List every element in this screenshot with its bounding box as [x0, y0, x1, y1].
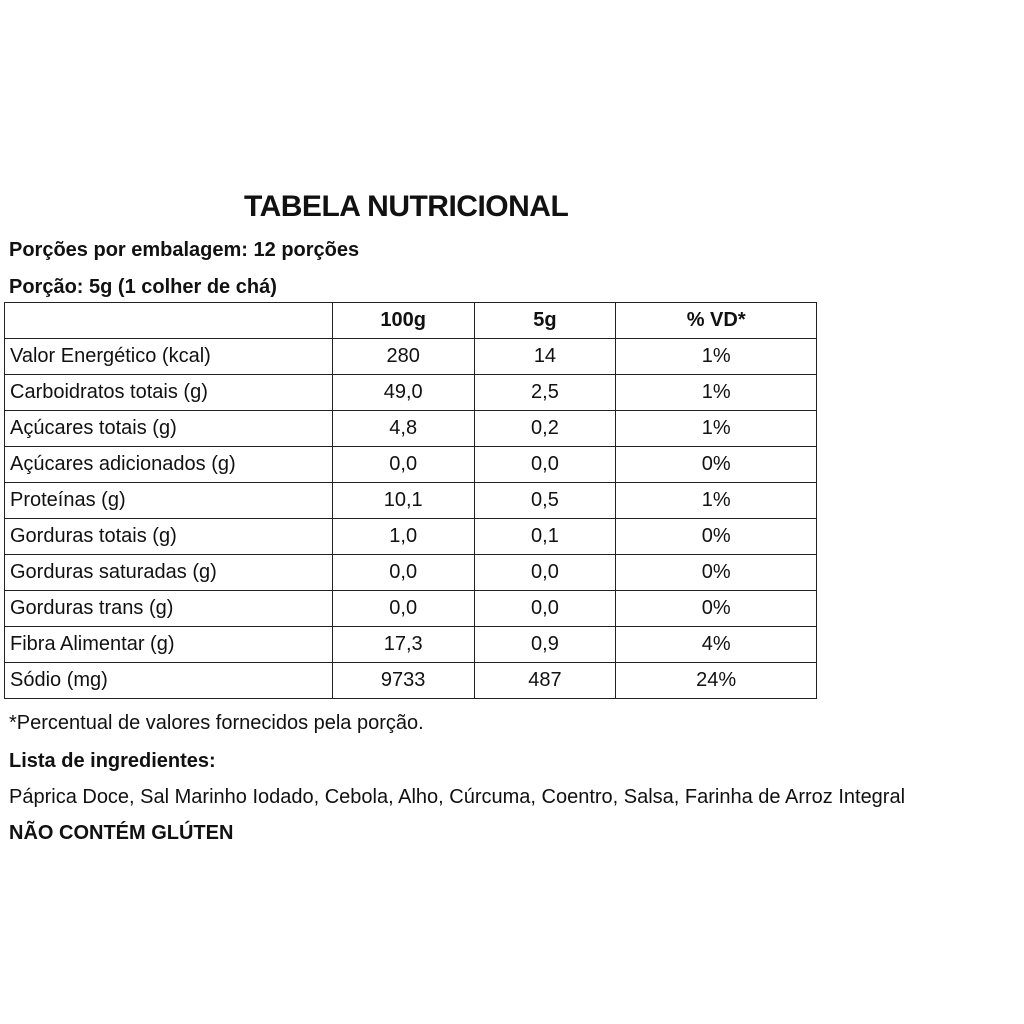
value-vd: 0% [616, 591, 817, 627]
value-5g: 0,2 [474, 411, 616, 447]
value-5g: 0,0 [474, 555, 616, 591]
table-row [5, 555, 817, 591]
nutrient-label: Açúcares adicionados (g) [5, 447, 333, 483]
value-5g: 2,5 [474, 375, 616, 411]
value-vd: 1% [616, 411, 817, 447]
value-100g: 10,1 [332, 483, 474, 519]
table-row [5, 339, 817, 375]
page-title: TABELA NUTRICIONAL [244, 190, 569, 223]
nutrient-label: Sódio (mg) [5, 663, 333, 699]
header-nutrient [5, 303, 333, 339]
value-5g: 487 [474, 663, 616, 699]
value-vd: 1% [616, 339, 817, 375]
value-vd: 24% [616, 663, 817, 699]
value-vd: 0% [616, 555, 817, 591]
value-vd: 1% [616, 483, 817, 519]
value-vd: 1% [616, 375, 817, 411]
value-5g: 0,0 [474, 591, 616, 627]
value-100g: 280 [332, 339, 474, 375]
value-100g: 17,3 [332, 627, 474, 663]
header-vd: % VD* [616, 303, 817, 339]
nutrient-label: Valor Energético (kcal) [5, 339, 333, 375]
table-row [5, 411, 817, 447]
value-100g: 1,0 [332, 519, 474, 555]
portion-size: Porção: 5g (1 colher de chá) [9, 276, 277, 298]
table-row [5, 447, 817, 483]
value-5g: 0,0 [474, 447, 616, 483]
ingredients-heading: Lista de ingredientes: [9, 750, 216, 772]
nutrient-label: Proteínas (g) [5, 483, 333, 519]
header-100g: 100g [332, 303, 474, 339]
table-row [5, 483, 817, 519]
value-5g: 0,5 [474, 483, 616, 519]
table-header-row [5, 303, 817, 339]
value-100g: 4,8 [332, 411, 474, 447]
table-row [5, 663, 817, 699]
ingredients-list: Páprica Doce, Sal Marinho Iodado, Cebola, Alho, Cúrcuma, Coentro, Salsa, Farinha de Arroz Integral [9, 786, 906, 808]
table-row [5, 627, 817, 663]
nutrient-label: Gorduras trans (g) [5, 591, 333, 627]
value-100g: 9733 [332, 663, 474, 699]
value-100g: 0,0 [332, 555, 474, 591]
nutrient-label: Gorduras saturadas (g) [5, 555, 333, 591]
value-5g: 0,1 [474, 519, 616, 555]
servings-per-package: Porções por embalagem: 12 porções [9, 239, 360, 261]
nutrient-label: Carboidratos totais (g) [5, 375, 333, 411]
nutrition-table [4, 302, 817, 699]
value-5g: 14 [474, 339, 616, 375]
header-5g: 5g [474, 303, 616, 339]
value-vd: 4% [616, 627, 817, 663]
table-row [5, 519, 817, 555]
value-5g: 0,9 [474, 627, 616, 663]
value-100g: 0,0 [332, 447, 474, 483]
nutrient-label: Gorduras totais (g) [5, 519, 333, 555]
gluten-notice: NÃO CONTÉM GLÚTEN [9, 822, 234, 844]
value-100g: 49,0 [332, 375, 474, 411]
value-vd: 0% [616, 447, 817, 483]
nutrient-label: Fibra Alimentar (g) [5, 627, 333, 663]
value-100g: 0,0 [332, 591, 474, 627]
table-row [5, 375, 817, 411]
vd-footnote: *Percentual de valores fornecidos pela porção. [9, 712, 424, 734]
table-row [5, 591, 817, 627]
value-vd: 0% [616, 519, 817, 555]
nutrient-label: Açúcares totais (g) [5, 411, 333, 447]
